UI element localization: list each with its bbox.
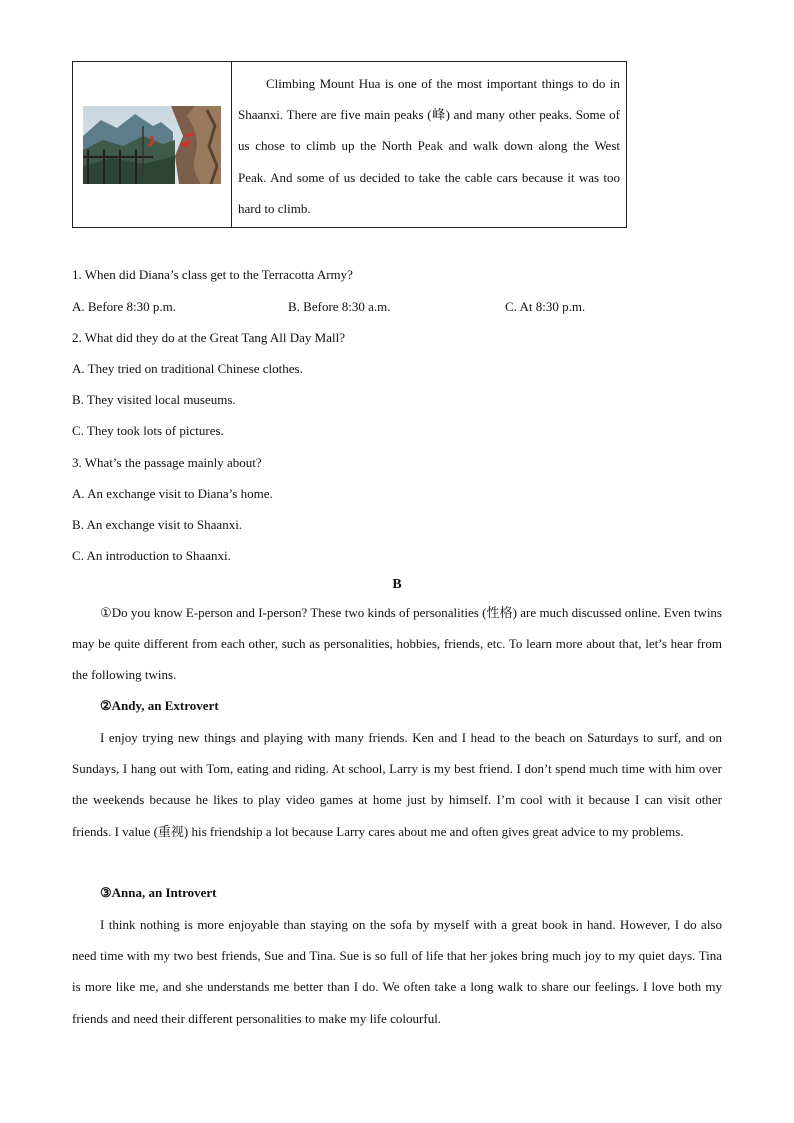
table-paragraph: Climbing Mount Hua is one of the most important things to do in Shaanxi. There are five main peaks (峰) and many other peaks. Some of us chose to climb up the North Peak and walk down along the West Peak. And some of us decided to take the cable cars because it was too hard to climb.: [238, 76, 620, 216]
anna-heading: ③Anna, an Introvert: [100, 885, 217, 900]
intro-paragraph: [72, 597, 722, 691]
table-text: [238, 68, 620, 224]
question-2-stem: 2. What did they do at the Great Tang All Day Mall?: [72, 330, 345, 345]
question-3-stem: 3. What’s the passage mainly about?: [72, 455, 262, 470]
question-1-option-a: A. Before 8:30 p.m.: [72, 299, 176, 314]
andy-paragraph: [72, 722, 722, 847]
question-3-option-b: B. An exchange visit to Shaanxi.: [72, 517, 243, 532]
question-3-option-a: A. An exchange visit to Diana’s home.: [72, 486, 273, 501]
mount-hua-photo: [83, 106, 221, 184]
anna-paragraph: [72, 909, 722, 1034]
question-2-option-a: A. They tried on traditional Chinese clothes.: [72, 361, 303, 376]
question-1-option-b: B. Before 8:30 a.m.: [288, 299, 391, 314]
question-2-option-b: B. They visited local museums.: [72, 392, 236, 407]
question-3-option-c: C. An introduction to Shaanxi.: [72, 548, 231, 563]
table-divider: [231, 62, 232, 227]
question-2-option-c: C. They took lots of pictures.: [72, 423, 224, 438]
section-title: B: [392, 577, 402, 592]
andy-heading: ②Andy, an Extrovert: [100, 698, 219, 713]
anna-text: I think nothing is more enjoyable than staying on the sofa by myself with a great book in hand. However, I do also need time with my two best friends, Sue and Tina. Sue is so full of life that her jokes bring much joy to my quiet days. Tina is more like me, and she understands me better than I do. We often take a long walk to share our feelings. I love both my friends and need their different personalities to make my life colourful.: [72, 917, 722, 1026]
mountain-picture: [83, 106, 221, 184]
question-1-option-c: C. At 8:30 p.m.: [505, 299, 586, 314]
question-1-stem: 1. When did Diana’s class get to the Terracotta Army?: [72, 267, 353, 282]
intro-text: ①Do you know E-person and I-person? These two kinds of personalities (性格) are much discussed online. Even twins may be quite different from each other, such as personalities, hobbies, friends, etc. To learn more about that, let’s hear from the following twins.: [72, 605, 722, 683]
andy-text: I enjoy trying new things and playing with many friends. Ken and I head to the beach on Saturdays to surf, and on Sundays, I hang out with Tom, eating and riding. At school, Larry is my best friend. I don’t spend much time with him over the weekends because he likes to play video games at home just by himself. I’m cool with it because I can visit other friends. I value (重视) his friendship a lot because Larry cares about me and often gives great advice to my problems.: [72, 730, 722, 839]
